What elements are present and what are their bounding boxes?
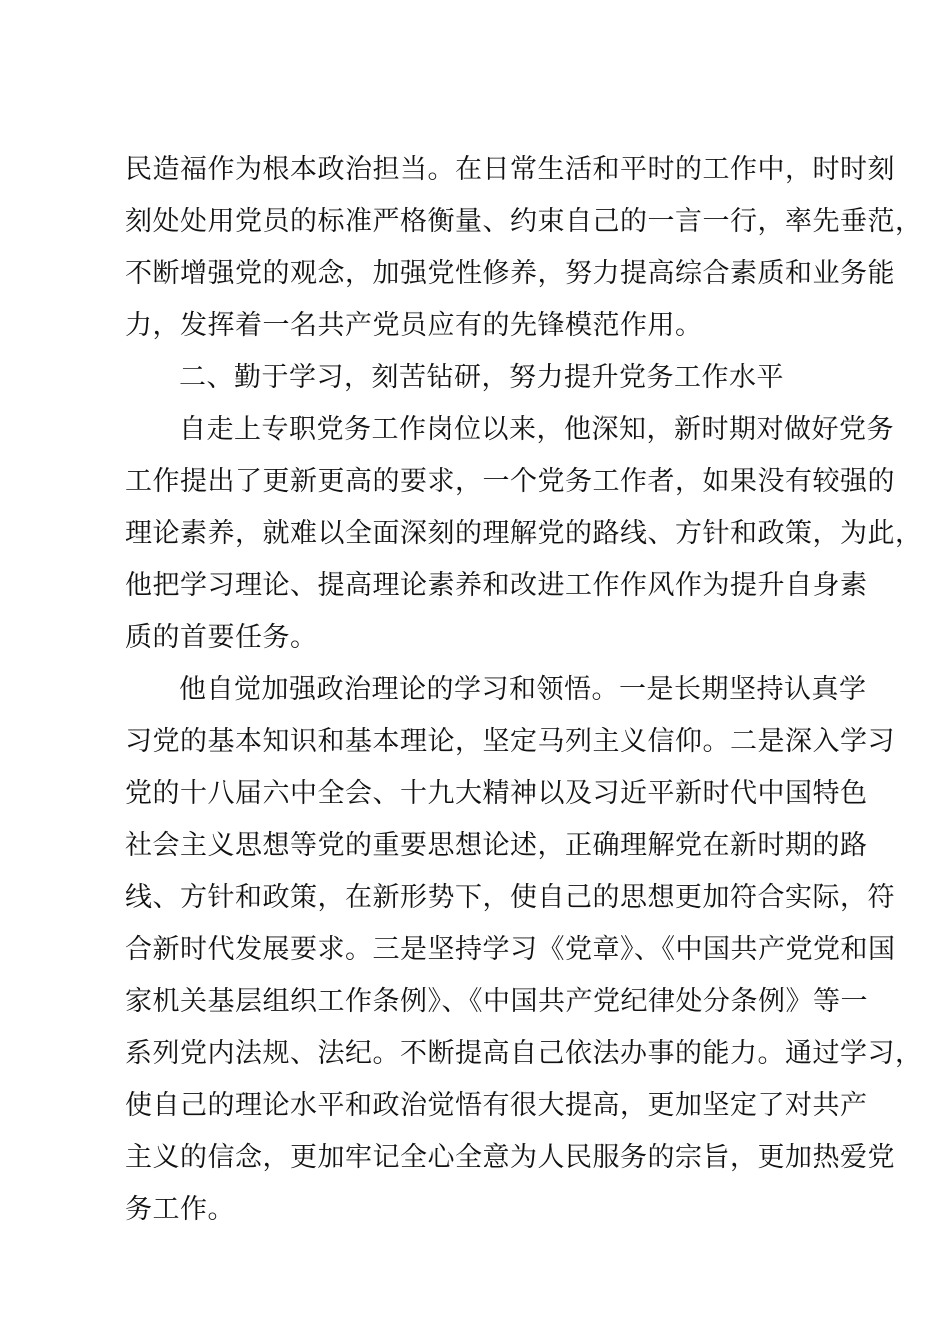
paragraph-line: 刻处处用党员的标准严格衡量、约束自己的一言一行，率先垂范， [125, 206, 923, 237]
paragraph-line: 民造福作为根本政治担当。在日常生活和平时的工作中，时时刻 [125, 154, 895, 185]
paragraph-line: 使自己的理论水平和政治觉悟有很大提高，更加坚定了对共产 [125, 1090, 868, 1121]
paragraph-line: 家机关基层组织工作条例》、《中国共产党纪律处分条例》等一 [125, 986, 868, 1017]
paragraph-line: 主义的信念，更加牢记全心全意为人民服务的宗旨，更加热爱党 [125, 1142, 895, 1173]
paragraph-line: 社会主义思想等党的重要思想论述，正确理解党在新时期的路 [125, 830, 868, 861]
paragraph-line: 自走上专职党务工作岗位以来，他深知，新时期对做好党务 [179, 414, 894, 445]
section-heading: 二、勤于学习，刻苦钻研，努力提升党务工作水平 [179, 362, 784, 393]
paragraph-line: 力，发挥着一名共产党员应有的先锋模范作用。 [125, 310, 703, 341]
paragraph-line: 工作提出了更新更高的要求，一个党务工作者，如果没有较强的 [125, 466, 895, 497]
paragraph-line: 务工作。 [125, 1194, 235, 1225]
paragraph-line: 质的首要任务。 [125, 622, 318, 653]
paragraph-line: 不断增强党的观念，加强党性修养，努力提高综合素质和业务能 [125, 258, 895, 289]
paragraph-line: 理论素养，就难以全面深刻的理解党的路线、方针和政策，为此， [125, 518, 923, 549]
paragraph-line: 党的十八届六中全会、十九大精神以及习近平新时代中国特色 [125, 778, 868, 809]
paragraph-line: 习党的基本知识和基本理论，坚定马列主义信仰。二是深入学习 [125, 726, 895, 757]
paragraph-line: 他自觉加强政治理论的学习和领悟。一是长期坚持认真学 [179, 674, 867, 705]
paragraph-line: 合新时代发展要求。三是坚持学习《党章》、《中国共产党党和国 [125, 934, 896, 965]
paragraph-line: 他把学习理论、提高理论素养和改进工作作风作为提升自身素 [125, 570, 868, 601]
paragraph-line: 系列党内法规、法纪。不断提高自己依法办事的能力。通过学习， [125, 1038, 923, 1069]
paragraph-line: 线、方针和政策，在新形势下，使自己的思想更加符合实际，符 [125, 882, 895, 913]
